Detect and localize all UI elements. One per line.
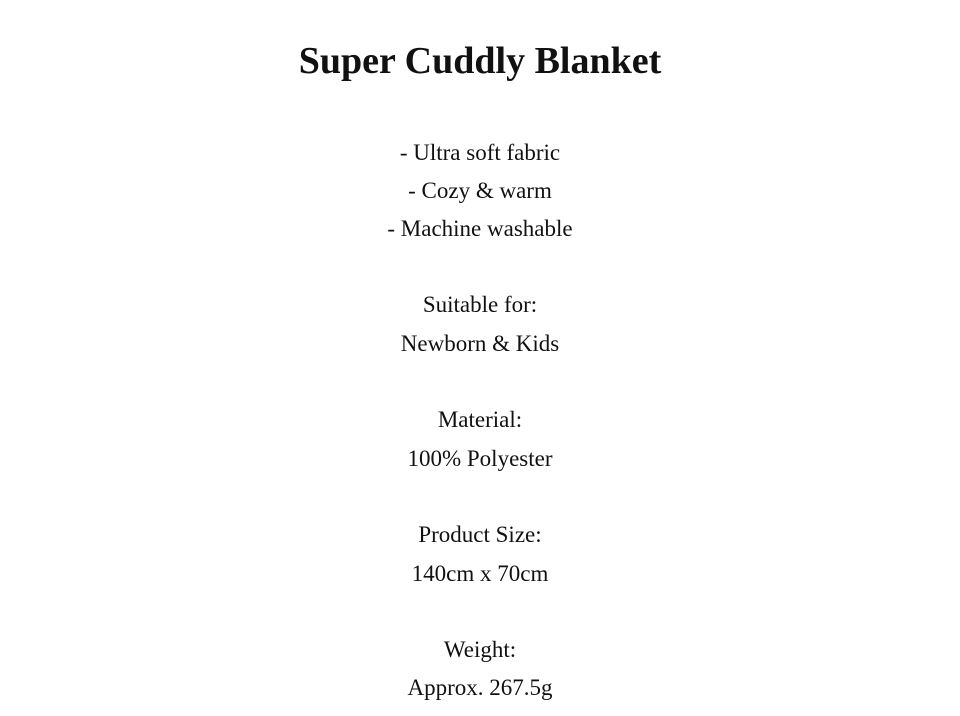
size-label: Product Size: (418, 522, 542, 547)
feature-item: - Machine washable (387, 216, 573, 241)
material-label: Material: (437, 407, 523, 432)
material-value: 100% Polyester (407, 446, 553, 471)
weight-value: Approx. 267.5g (407, 675, 553, 700)
weight-label: Weight: (443, 637, 517, 662)
feature-item: - Ultra soft fabric (399, 140, 561, 165)
suitable-value: Newborn & Kids (400, 331, 560, 356)
feature-item: - Cozy & warm (408, 178, 552, 203)
size-value: 140cm x 70cm (411, 561, 549, 586)
product-title: Super Cuddly Blanket (298, 40, 662, 82)
suitable-label: Suitable for: (422, 292, 538, 317)
